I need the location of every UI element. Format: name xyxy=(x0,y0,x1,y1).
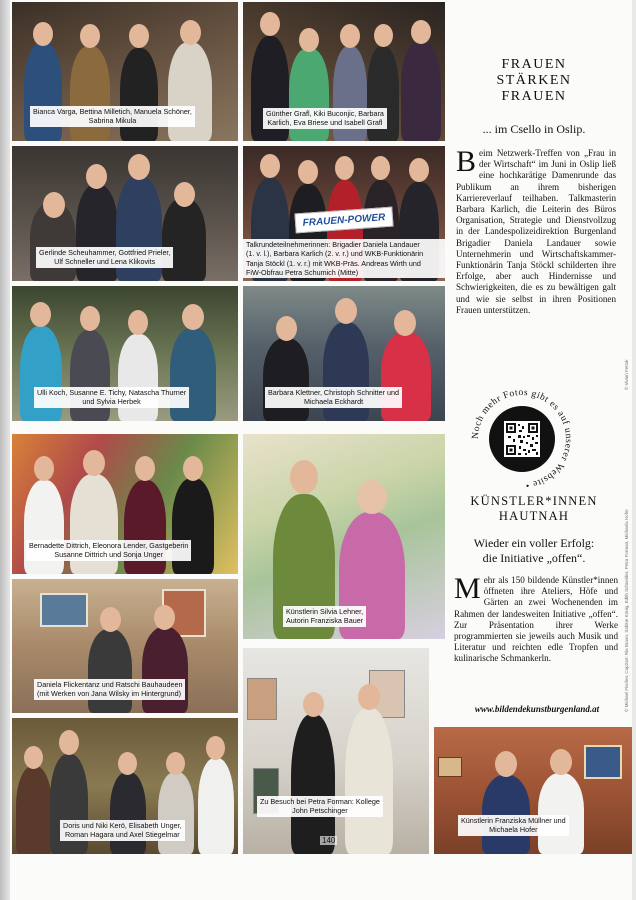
qr-ring xyxy=(470,387,574,491)
qr-ring-text: Noch mehr Fotos gibt es auf unserer Website • xyxy=(470,387,574,490)
article-title-frauen: FRAUEN STÄRKEN FRAUEN xyxy=(496,57,572,104)
article-subtitle-frauen: ... im Csello in Oslip. xyxy=(482,122,586,136)
article-body-frauen: Beim Netzwerk-Treffen von „Frau in der Wirtschaft“ im Juni in Oslip ließ eine hochkarätige Damenrunde das Publikum an ihrem bisherigen Karriereverlauf teilhaben. Talkmasterin Barbara Karlich, die Leiterin des Büros Organisation, Strategie und Dienstvollzug in der Landespolizeidirektion Burgenland Brigadier Daniela Landauer sowie Unternehmerin und Wirtschaftskammer-Funktionärin Tanja Stöckl schilderten ihre Erfolge, aber auch Hindernisse und Schwierigkeiten, die es zu bewältigen galt und wie sie selbst in ihren Positionen Frauen unterstützen. xyxy=(456,145,616,315)
article-title-kuenstler: KÜNSTLER*INNEN HAUTNAH xyxy=(470,494,598,523)
photo-caption: Zu Besuch bei Petra Forman: Kollege John Petschinger xyxy=(257,796,383,817)
photo-caption: Künstlerin Silvia Lehner, Autorin Franziska Bauer xyxy=(283,606,366,627)
artwork xyxy=(438,757,462,777)
photo-credit-top: © Vivian Fettuk xyxy=(624,359,629,390)
qr-badge xyxy=(470,387,574,491)
photo-caption: Gerlinde Scheuhammer, Gottfried Prieler, Ulf Schneller und Lena Klikovits xyxy=(36,247,173,268)
photo-silvia-lehner-franziska-bauer xyxy=(243,434,445,639)
photo-caption: Günther Grafl, Kiki Buconjic, Barbara Karlich, Eva Briese und Isabell Grafl xyxy=(263,108,387,129)
photo-bernadette-dittrich-group xyxy=(12,434,238,574)
photo-ulli-koch-group xyxy=(12,286,238,421)
photo-caption: Barbara Klettner, Christoph Schnitter und Michaela Eckhardt xyxy=(265,387,402,408)
photo-caption: Künstlerin Franziska Müllner und Michaela Hofer xyxy=(458,815,569,836)
artwork xyxy=(247,678,277,720)
photo-daniela-flickentanz-group xyxy=(12,579,238,713)
page-number: 140 xyxy=(322,836,336,845)
photo-caption: Daniela Flickentanz und Ratschi Bauhaudeen (mit Werken von Jana Wilsky im Hintergrund) xyxy=(34,679,185,700)
drop-cap: B xyxy=(456,145,477,178)
magazine-page xyxy=(10,0,632,900)
binding-gutter xyxy=(0,0,10,900)
photo-credit-bottom: © Michael Fischer, Cap2art: Ria Braun, Sabine König, Edith Schneider, Petra Forman, Michaela Hofer xyxy=(624,509,629,712)
photo-talkrunde xyxy=(243,146,445,281)
drop-cap: M xyxy=(454,572,481,605)
website-link[interactable]: www.bildendekunstburgenland.at xyxy=(474,704,600,714)
photo-gerlinde-scheuhammer-group xyxy=(12,146,238,281)
photo-franziska-muellner-michaela-hofer xyxy=(434,727,632,854)
banner-text: FRAUEN-POWER xyxy=(302,211,386,229)
photo-caption: Bianca Varga, Bettina Milletich, Manuela Schöner, Sabrina Mikula xyxy=(30,106,195,127)
photo-petra-forman-visit xyxy=(243,648,429,854)
photo-barbara-klettner-group xyxy=(243,286,445,421)
photo-caption: Talkrundeteilnehmerinnen: Brigadier Daniela Landauer (1. v. l.), Barbara Karlich (2. v. r.) und WKB-Funktionärin Tanja Stöckl (1. v. r.) mit WKB-Präs. Andreas Wirth und FiW-Obfrau Petra Schumich (Mitte) xyxy=(243,239,445,278)
photo-caption: Ulli Koch, Susanne E. Tichy, Natascha Thurner und Sylvia Herbek xyxy=(34,387,189,408)
photo-caption: Bernadette Dittrich, Eleonora Lender, Gastgeberin Susanne Dittrich und Sonja Unger xyxy=(26,540,191,561)
artwork xyxy=(40,593,88,627)
article-subtitle-kuenstler: Wieder ein voller Erfolg: die Initiative „offen“. xyxy=(473,536,595,565)
artwork xyxy=(584,745,622,779)
article-body-kuenstler: Mehr als 150 bildende Künstler*innen öffneten ihre Ateliers, Höfe und Gärten an zwei Wochenenden im Rahmen der landesweiten Initiative „offen“. Zur Präsentation ihrer Werke programmierten sie jeweils auch Musik und Literatur und reichten edle Tropfen und kulinarische Schmankerln. xyxy=(454,572,618,664)
photo-guenther-grafl-group xyxy=(243,2,445,141)
photo-bianca-varga-group xyxy=(12,2,238,141)
photo-doris-niki-keroe-group xyxy=(12,718,238,854)
photo-caption: Doris und Niki Kerö, Elisabeth Unger, Roman Hagara und Axel Stiegelmar xyxy=(60,820,185,841)
